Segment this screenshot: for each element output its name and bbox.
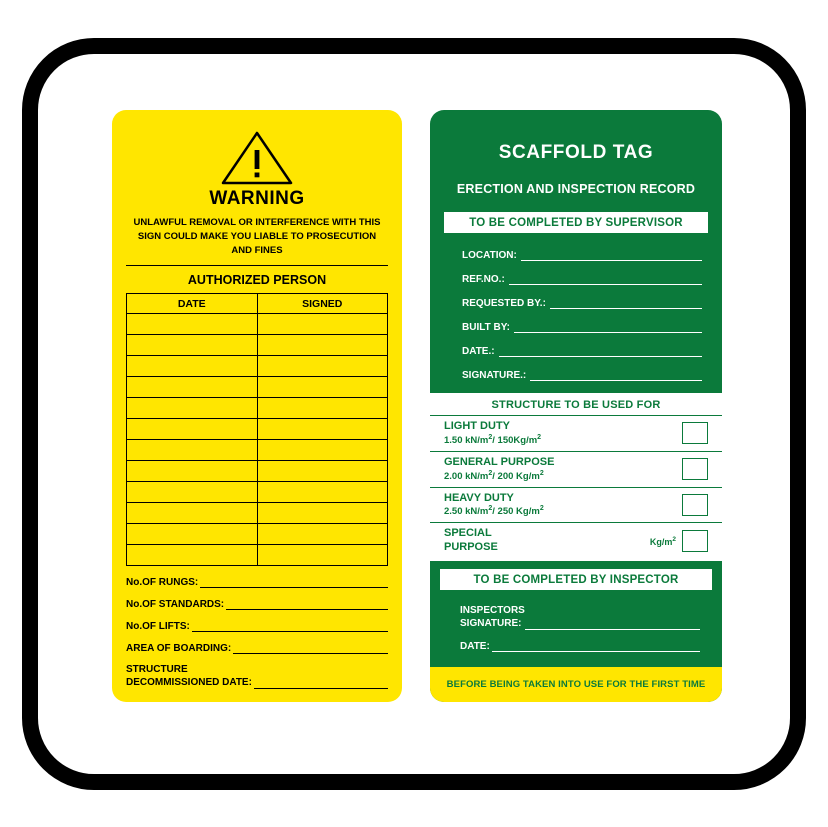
duty-checkbox-general-purpose[interactable] (682, 458, 708, 480)
duty-name: GENERAL PURPOSE (444, 455, 555, 468)
field-input-line[interactable] (509, 273, 702, 285)
field-input-line[interactable] (200, 576, 388, 588)
field-no-of-standards[interactable] (126, 598, 388, 610)
field-inspectors-signature[interactable] (460, 604, 700, 630)
table-row[interactable] (127, 482, 388, 503)
field-input-line[interactable] (530, 369, 702, 381)
field-label: No.OF RUNGS: (126, 577, 199, 589)
cell-signed[interactable] (257, 314, 388, 335)
structure-used-for-title: STRUCTURE TO BE USED FOR (491, 399, 661, 411)
column-header-signed: SIGNED (257, 294, 388, 314)
field-input-line[interactable] (550, 297, 702, 309)
cell-date[interactable] (127, 398, 258, 419)
duty-load-sup: 2 (488, 469, 493, 477)
duty-load-sup: 2 (488, 505, 493, 513)
duty-load-tail: / 200 Kg/m (492, 470, 540, 482)
field-input-line[interactable] (492, 640, 700, 652)
cell-signed[interactable] (257, 545, 388, 566)
cell-signed[interactable] (257, 482, 388, 503)
duty-name-line2: PURPOSE (444, 541, 498, 554)
cell-signed[interactable] (257, 377, 388, 398)
table-row[interactable] (127, 398, 388, 419)
cell-signed[interactable] (257, 335, 388, 356)
duty-load-tail: / 250 Kg/m (492, 506, 540, 518)
table-row[interactable] (127, 524, 388, 545)
cell-date[interactable] (127, 377, 258, 398)
duty-load (444, 434, 541, 447)
warning-triangle-icon (220, 130, 294, 186)
field-label: LOCATION: (462, 250, 517, 261)
duty-text (444, 527, 498, 555)
cell-date[interactable] (127, 335, 258, 356)
table-row[interactable] (127, 314, 388, 335)
duty-name: SPECIAL (444, 527, 492, 540)
field-structure-decommissioned-date[interactable] (126, 664, 388, 689)
field-label: REQUESTED BY.: (462, 298, 546, 309)
field-label: DATE.: (462, 346, 495, 357)
cell-signed[interactable] (257, 440, 388, 461)
field-built-by[interactable] (462, 321, 702, 333)
supervisor-fields (462, 249, 702, 381)
table-row[interactable] (127, 377, 388, 398)
cell-date[interactable] (127, 356, 258, 377)
field-date[interactable] (462, 345, 702, 357)
scaffold-tag-title: SCAFFOLD TAG (498, 142, 654, 163)
field-label-line1: STRUCTURE (126, 664, 188, 676)
duty-load-tail-sup: 2 (539, 469, 544, 477)
authorized-person-title: AUTHORIZED PERSON (187, 273, 327, 288)
cell-date[interactable] (127, 314, 258, 335)
cell-date[interactable] (127, 524, 258, 545)
field-label: DATE: (460, 640, 490, 652)
field-input-line[interactable] (514, 321, 702, 333)
duty-row-heavy-duty[interactable] (430, 487, 722, 523)
duty-text (444, 456, 554, 483)
field-inspection-date[interactable] (460, 640, 700, 652)
field-label: SIGNATURE.: (462, 370, 527, 381)
table-row[interactable] (127, 461, 388, 482)
duty-load-tail-sup: 2 (539, 505, 544, 513)
duty-right (650, 530, 708, 552)
duty-row-general-purpose[interactable] (430, 451, 722, 487)
cell-date[interactable] (127, 461, 258, 482)
table-row[interactable] (127, 356, 388, 377)
duty-load-value: 2.00 kN/m (444, 470, 489, 482)
warning-notice-text: UNLAWFUL REMOVAL OR INTERFERENCE WITH THIS SIGN COULD MAKE YOU LIABLE TO PROSECUTION AND FINES (133, 217, 381, 256)
field-location[interactable] (462, 249, 702, 261)
duty-load-tail-sup: 2 (537, 433, 542, 441)
warning-title: WARNING (209, 188, 305, 209)
duty-load (444, 505, 544, 518)
cell-signed[interactable] (257, 461, 388, 482)
duty-checkbox-light-duty[interactable] (682, 422, 708, 444)
cell-date[interactable] (127, 482, 258, 503)
duty-checkbox-heavy-duty[interactable] (682, 494, 708, 516)
field-label-line2: SIGNATURE: (460, 617, 522, 629)
field-input-line[interactable] (254, 677, 388, 689)
duty-unit (650, 536, 676, 547)
inspector-fields (460, 604, 700, 652)
duty-right (682, 458, 708, 480)
structure-used-for-section (430, 393, 722, 561)
field-requested-by[interactable] (462, 297, 702, 309)
duty-row-special-purpose[interactable] (430, 522, 722, 559)
field-no-of-rungs[interactable] (126, 576, 388, 588)
cell-date[interactable] (127, 503, 258, 524)
cell-signed[interactable] (257, 398, 388, 419)
cell-signed[interactable] (257, 419, 388, 440)
cell-signed[interactable] (257, 356, 388, 377)
field-label-line1: INSPECTORS (460, 604, 525, 616)
duty-row-light-duty[interactable] (430, 415, 722, 451)
scaffold-tag-card (430, 110, 722, 702)
column-header-date: DATE (127, 294, 258, 314)
duty-right (682, 422, 708, 444)
table-row[interactable] (127, 335, 388, 356)
table-row[interactable] (127, 419, 388, 440)
table-row[interactable] (127, 440, 388, 461)
duty-text (444, 420, 541, 447)
inspector-section-bar: TO BE COMPLETED BY INSPECTOR (440, 569, 712, 590)
duty-unit-sup: 2 (672, 535, 676, 543)
table-row[interactable] (127, 545, 388, 566)
field-label-line2: DECOMMISSIONED DATE: (126, 676, 252, 688)
warning-card-fields (126, 576, 388, 689)
field-ref-no[interactable] (462, 273, 702, 285)
duty-name: LIGHT DUTY (444, 420, 510, 432)
duty-unit-value: Kg/m (649, 536, 673, 547)
field-input-line[interactable] (192, 620, 388, 632)
field-input-line[interactable] (525, 618, 700, 630)
field-label: BUILT BY: (462, 322, 510, 333)
authorized-person-table (126, 293, 388, 566)
field-input-line[interactable] (226, 598, 388, 610)
scaffold-tag-subtitle: ERECTION AND INSPECTION RECORD (456, 182, 696, 196)
duty-right (682, 494, 708, 516)
table-row[interactable] (127, 503, 388, 524)
field-signature[interactable] (462, 369, 702, 381)
duty-load-sup: 2 (488, 433, 493, 441)
table-header-row (127, 294, 388, 314)
field-input-line[interactable] (233, 642, 388, 654)
field-input-line[interactable] (499, 345, 702, 357)
duty-load-value: 2.50 kN/m (444, 506, 489, 518)
field-label: AREA OF BOARDING: (126, 643, 232, 655)
warning-tag-card (112, 110, 402, 702)
duty-name: HEAVY DUTY (444, 491, 514, 504)
field-label: No.OF LIFTS: (126, 621, 190, 633)
field-no-of-lifts[interactable] (126, 620, 388, 632)
warning-triangle-container (126, 130, 388, 186)
duty-load-value: 1.50 kN/m (444, 434, 489, 446)
supervisor-section-bar: TO BE COMPLETED BY SUPERVISOR (444, 212, 708, 233)
duty-load-tail: / 150Kg/m (492, 434, 538, 446)
field-label: No.OF STANDARDS: (126, 599, 225, 611)
duty-load (444, 470, 554, 483)
duty-text (444, 492, 544, 519)
cell-signed[interactable] (257, 503, 388, 524)
duty-checkbox-special-purpose[interactable] (682, 530, 708, 552)
cell-date[interactable] (127, 419, 258, 440)
cell-signed[interactable] (257, 524, 388, 545)
field-label: REF.NO.: (462, 274, 505, 285)
scaffold-footer-note: BEFORE BEING TAKEN INTO USE FOR THE FIRST TIME (430, 667, 722, 702)
field-area-of-boarding[interactable] (126, 642, 388, 654)
cell-date[interactable] (127, 545, 258, 566)
field-input-line[interactable] (521, 249, 702, 261)
cell-date[interactable] (127, 440, 258, 461)
